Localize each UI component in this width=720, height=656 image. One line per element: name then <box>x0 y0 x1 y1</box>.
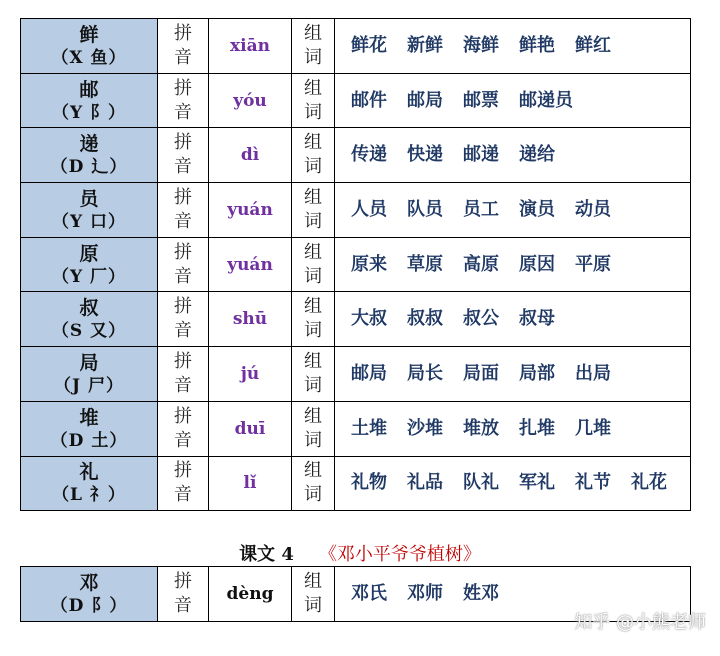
word: 海鲜 <box>463 34 499 56</box>
vocab-table-1 <box>20 18 691 511</box>
word: 动员 <box>575 198 611 220</box>
words-cell <box>335 183 691 238</box>
word: 员工 <box>463 198 499 220</box>
character: 原 <box>79 242 99 265</box>
word: 原来 <box>351 253 387 275</box>
word: 叔母 <box>519 308 555 330</box>
words-label: 组 词 <box>292 19 335 74</box>
pinyin-value: yuán <box>209 183 292 238</box>
character: 堆 <box>79 406 99 429</box>
radical: （L 礻） <box>52 485 126 506</box>
radical: （X 鱼） <box>51 47 127 68</box>
character: 局 <box>79 351 99 374</box>
lesson-prefix: 课文 4 <box>239 544 294 565</box>
char-cell <box>21 237 158 292</box>
watermark: 知乎 @小熊老师 <box>574 612 706 633</box>
pinyin-value: yóu <box>209 73 292 128</box>
character: 叔 <box>79 297 99 320</box>
word: 局长 <box>407 362 443 384</box>
char-cell <box>21 567 158 622</box>
words-label: 组 词 <box>292 292 335 347</box>
words-label: 组 词 <box>292 128 335 183</box>
vocab-row <box>21 19 691 74</box>
vocab-row <box>21 401 691 456</box>
word: 几堆 <box>575 417 611 439</box>
char-cell <box>21 456 158 511</box>
pinyin-value: xiān <box>209 19 292 74</box>
char-cell <box>21 347 158 402</box>
word: 叔公 <box>463 308 499 330</box>
vocab-row <box>21 73 691 128</box>
pinyin-label: 拼 音 <box>158 19 209 74</box>
word: 邮局 <box>351 362 387 384</box>
word: 叔叔 <box>407 308 443 330</box>
word: 平原 <box>575 253 611 275</box>
word: 草原 <box>407 253 443 275</box>
radical: （D 土） <box>50 430 128 451</box>
vocab-row <box>21 183 691 238</box>
word: 邓氏 <box>351 582 387 604</box>
pinyin-label: 拼 音 <box>158 347 209 402</box>
word: 军礼 <box>519 472 555 494</box>
word: 礼节 <box>575 472 611 494</box>
pinyin-label: 拼 音 <box>158 456 209 511</box>
pinyin-value: dèng <box>209 567 292 622</box>
word: 礼物 <box>351 472 387 494</box>
word: 鲜红 <box>575 34 611 56</box>
words-cell <box>335 19 691 74</box>
char-cell <box>21 19 158 74</box>
word: 邓师 <box>407 582 443 604</box>
char-cell <box>21 401 158 456</box>
radical: （Y 口） <box>51 211 127 232</box>
words-label: 组 词 <box>292 183 335 238</box>
word: 沙堆 <box>407 417 443 439</box>
word: 邮票 <box>463 89 499 111</box>
word: 原因 <box>519 253 555 275</box>
words-cell <box>335 73 691 128</box>
words-cell <box>335 456 691 511</box>
word: 人员 <box>351 198 387 220</box>
radical: （Y 阝） <box>51 102 127 123</box>
words-label: 组 词 <box>292 567 335 622</box>
word: 递给 <box>519 144 555 166</box>
pinyin-label: 拼 音 <box>158 128 209 183</box>
words-label: 组 词 <box>292 73 335 128</box>
pinyin-label: 拼 音 <box>158 237 209 292</box>
word: 新鲜 <box>407 34 443 56</box>
word: 堆放 <box>463 417 499 439</box>
character: 递 <box>79 133 99 156</box>
lesson-heading <box>0 540 720 566</box>
pinyin-label: 拼 音 <box>158 567 209 622</box>
pinyin-label: 拼 音 <box>158 183 209 238</box>
character: 邮 <box>79 78 99 101</box>
character: 邓 <box>79 571 99 594</box>
word: 快递 <box>407 144 443 166</box>
char-cell <box>21 183 158 238</box>
words-label: 组 词 <box>292 237 335 292</box>
word: 姓邓 <box>463 582 499 604</box>
word: 高原 <box>463 253 499 275</box>
pinyin-value: shū <box>209 292 292 347</box>
vocab-row <box>21 128 691 183</box>
word: 大叔 <box>351 308 387 330</box>
lesson-title: 《邓小平爷爷植树》 <box>318 544 481 565</box>
word: 礼花 <box>631 472 667 494</box>
word: 局面 <box>463 362 499 384</box>
words-cell <box>335 347 691 402</box>
word: 鲜花 <box>351 34 387 56</box>
char-cell <box>21 128 158 183</box>
words-cell <box>335 292 691 347</box>
words-label: 组 词 <box>292 456 335 511</box>
radical: （Y 厂） <box>51 266 127 287</box>
words-label: 组 词 <box>292 347 335 402</box>
char-cell <box>21 292 158 347</box>
char-cell <box>21 73 158 128</box>
word: 队礼 <box>463 472 499 494</box>
vocab-row <box>21 347 691 402</box>
words-cell <box>335 401 691 456</box>
words-cell <box>335 237 691 292</box>
word: 演员 <box>519 198 555 220</box>
word: 局部 <box>519 362 555 384</box>
radical: （J 尸） <box>54 375 124 396</box>
pinyin-value: jú <box>209 347 292 402</box>
character: 员 <box>79 187 99 210</box>
vocab-row <box>21 456 691 511</box>
character: 鲜 <box>79 23 99 46</box>
pinyin-label: 拼 音 <box>158 401 209 456</box>
radical: （D 辶） <box>50 157 128 178</box>
word: 队员 <box>407 198 443 220</box>
vocab-row <box>21 237 691 292</box>
word: 传递 <box>351 144 387 166</box>
words-label: 组 词 <box>292 401 335 456</box>
vocab-row <box>21 292 691 347</box>
pinyin-value: yuán <box>209 237 292 292</box>
radical: （S 又） <box>51 321 127 342</box>
pinyin-value: dì <box>209 128 292 183</box>
words-cell <box>335 128 691 183</box>
pinyin-value: duī <box>209 401 292 456</box>
word: 礼品 <box>407 472 443 494</box>
word: 鲜艳 <box>519 34 555 56</box>
word: 邮递员 <box>519 89 573 111</box>
word: 邮局 <box>407 89 443 111</box>
word: 邮件 <box>351 89 387 111</box>
pinyin-value: lǐ <box>209 456 292 511</box>
pinyin-label: 拼 音 <box>158 292 209 347</box>
word: 土堆 <box>351 417 387 439</box>
pinyin-label: 拼 音 <box>158 73 209 128</box>
character: 礼 <box>79 461 99 484</box>
radical: （D 阝） <box>50 595 128 616</box>
word: 邮递 <box>463 144 499 166</box>
word: 扎堆 <box>519 417 555 439</box>
word: 出局 <box>575 362 611 384</box>
